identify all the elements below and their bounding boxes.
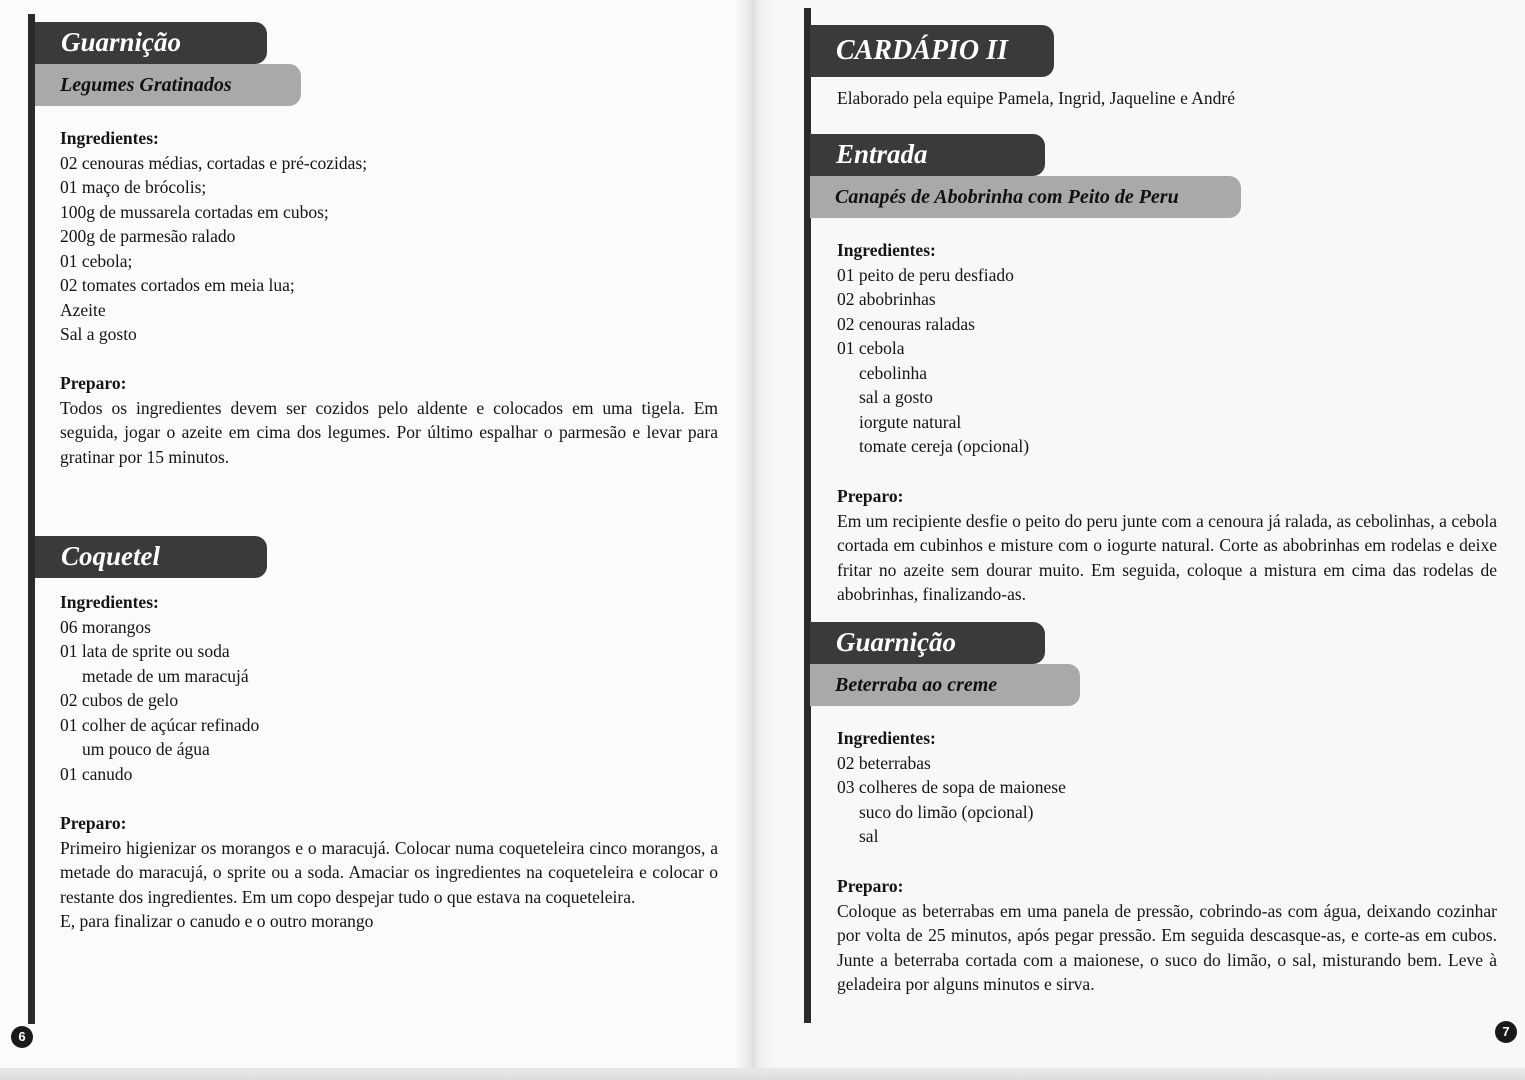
right-page <box>752 0 1525 1080</box>
beterraba-ingredients-block <box>837 726 1497 849</box>
prep-heading: Preparo: <box>837 876 904 896</box>
ingredient-item: 06 morangos <box>60 616 151 637</box>
ingredients-heading: Ingredientes: <box>837 240 936 260</box>
section-title-entrada: Entrada <box>810 134 1045 176</box>
canapes-prep-block <box>837 484 1497 607</box>
menu-title-cardapio: CARDÁPIO II <box>810 25 1054 77</box>
section-title-coquetel: Coquetel <box>35 536 267 578</box>
ingredient-item: iorgute natural <box>859 411 962 432</box>
ingredient-item: 01 cebola; <box>60 250 133 271</box>
ingredient-item: tomate cereja (opcional) <box>859 436 1030 456</box>
book-gutter-shadow <box>735 0 775 1080</box>
ingredients-heading: Ingredientes: <box>60 592 159 612</box>
ingredients-heading: Ingredientes: <box>837 728 936 748</box>
prep-heading: Preparo: <box>60 813 127 833</box>
prep-text: Todos os ingredientes devem ser cozidos pelo aldente e colocados em uma tigela. Em seguida, jogar o azeite em cima dos legumes. Por último espalhar o parmesão e levar para gratinar por 15 minutos. <box>60 397 718 467</box>
ingredient-item: 02 cenouras médias, cortadas e pré-cozidas; <box>60 152 368 173</box>
ingredient-item: 200g de parmesão ralado <box>60 226 236 246</box>
prep-heading: Preparo: <box>60 373 127 393</box>
coquetel-ingredients-block <box>60 590 720 786</box>
credits-text: Elaborado pela equipe Pamela, Ingrid, Jaqueline e André <box>837 88 1235 108</box>
prep-text: Em um recipiente desfie o peito do peru junte com a cenoura já ralada, as cebolinhas, a cebola cortada em cubinhos e misture com o iogurte natural. Corte as abobrinhas em rodelas e deixe fritar no azeite sem dourar muito. Em seguida, coloque a mistura em cima das rodelas de abobrinhas, finalizando-as. <box>837 510 1497 604</box>
section-subtitle-canapes: Canapés de Abobrinha com Peito de Peru <box>810 176 1241 218</box>
ingredient-item: sal <box>859 826 879 846</box>
ingredient-item: 100g de mussarela cortadas em cubos; <box>60 201 329 222</box>
prep-heading: Preparo: <box>837 486 904 506</box>
left-margin-bar <box>28 14 35 1024</box>
ingredient-item: 01 lata de sprite ou soda <box>60 641 230 661</box>
book-bottom-edge <box>0 1068 1525 1080</box>
coquetel-prep-block <box>60 811 718 934</box>
legumes-prep-block <box>60 371 718 469</box>
ingredient-item: 01 colher de açúcar refinado <box>60 714 260 735</box>
ingredient-item: cebolinha <box>859 362 928 383</box>
team-credits <box>837 86 1497 111</box>
prep-text-final: E, para finalizar o canudo e o outro morango <box>60 911 374 931</box>
section-title-guarnicao-2: Guarnição <box>810 622 1045 664</box>
section-subtitle-legumes: Legumes Gratinados <box>35 64 301 106</box>
ingredient-item: 02 cubos de gelo <box>60 690 179 710</box>
page-number: 7 <box>1495 1021 1517 1043</box>
ingredient-item: 02 abobrinhas <box>837 289 936 309</box>
page-number: 6 <box>11 1026 33 1048</box>
ingredient-item: metade de um maracujá <box>82 665 249 686</box>
prep-text: Coloque as beterrabas em uma panela de pressão, cobrindo-as com água, deixando cozinhar por volta de 25 minutos, após pegar pressão. Em seguida descasque-as, e corte-as em cubos. Junte a beterraba cortada com a maionese, o suco do limão, o sal, misturando bem. Leve à geladeira por alguns minutos e sirva. <box>837 900 1497 994</box>
ingredients-heading: Ingredientes: <box>60 128 159 148</box>
ingredient-item: 03 colheres de sopa de maionese <box>837 777 1066 797</box>
ingredient-item: 02 beterrabas <box>837 752 931 773</box>
canapes-ingredients-block <box>837 238 1497 459</box>
ingredient-item: 01 maço de brócolis; <box>60 177 207 197</box>
ingredient-item: 02 cenouras raladas <box>837 313 975 334</box>
prep-text: Primeiro higienizar os morangos e o maracujá. Colocar numa coqueteleira cinco morangos, a metade do maracujá, o sprite ou a soda. Amaciar os ingredientes na coqueteleira e colocar o restante dos ingredientes. Em um copo despejar tudo o que estava na coqueteleira. <box>60 837 718 907</box>
ingredient-item: Sal a gosto <box>60 324 137 344</box>
ingredient-item: um pouco de água <box>82 739 210 759</box>
legumes-ingredients-block <box>60 126 720 347</box>
ingredient-item: 01 canudo <box>60 763 133 784</box>
ingredient-item: suco do limão (opcional) <box>859 801 1034 822</box>
ingredient-item: 01 cebola <box>837 338 905 358</box>
beterraba-prep-block <box>837 874 1497 997</box>
section-subtitle-beterraba: Beterraba ao creme <box>810 664 1080 706</box>
section-title-guarnicao: Guarnição <box>35 22 267 64</box>
ingredient-item: 02 tomates cortados em meia lua; <box>60 275 295 295</box>
ingredient-item: 01 peito de peru desfiado <box>837 264 1014 285</box>
ingredient-item: Azeite <box>60 299 106 320</box>
left-page <box>0 0 752 1080</box>
ingredient-item: sal a gosto <box>859 387 933 407</box>
